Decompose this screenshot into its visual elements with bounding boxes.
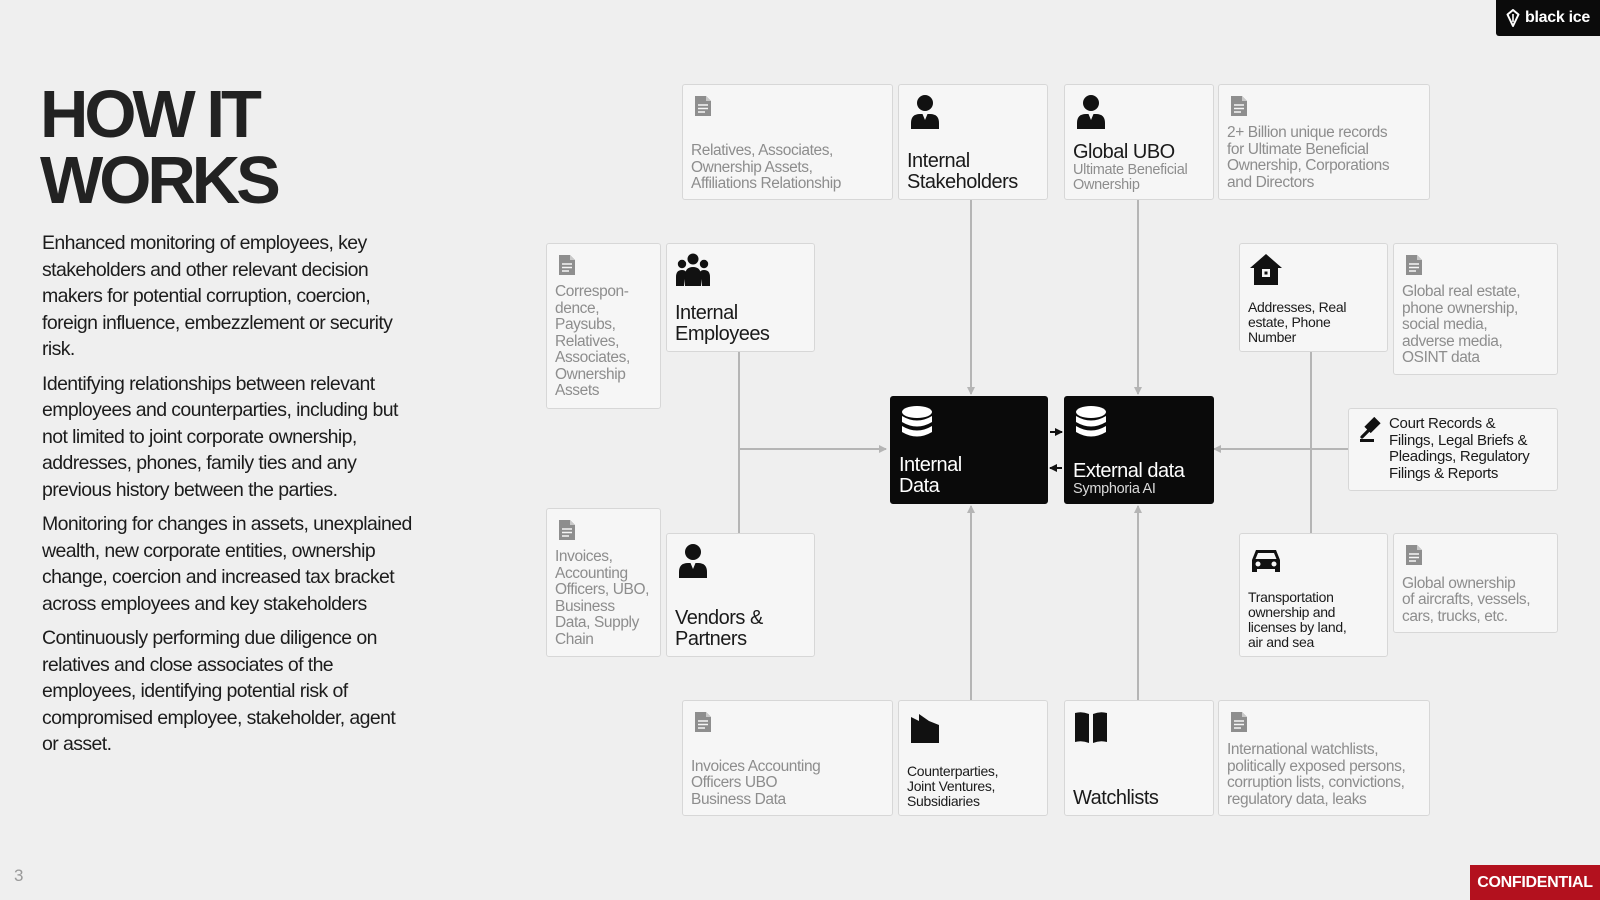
label-line: estate, Phone <box>1248 314 1331 330</box>
paragraph: Continuously performing due diligence on relatives and close associates of the employees, identifying potential risk of compromised employee, stakeholder, agent or asset. <box>42 627 396 755</box>
label-line: Joint Ventures, <box>907 778 996 794</box>
addresses-detail-text <box>1402 284 1520 367</box>
detail-line: Officers, UBO, <box>555 581 650 598</box>
internal-data-label <box>899 455 962 497</box>
external-data-hub <box>1064 396 1214 504</box>
addresses-label <box>1248 300 1346 345</box>
label-line: External data <box>1073 460 1185 482</box>
addresses-box <box>1239 243 1388 352</box>
detail-line: 2+ Billion unique records <box>1227 124 1388 141</box>
detail-line: Chain <box>555 630 594 648</box>
detail-line: politically exposed persons, <box>1227 757 1406 775</box>
detail-line: for Ultimate Beneficial <box>1227 140 1369 158</box>
person-icon <box>1073 93 1109 129</box>
global-ubo-label <box>1073 142 1187 193</box>
internal-employees-box <box>666 243 815 352</box>
detail-line: Business <box>555 597 615 615</box>
counterparties-detail-text <box>691 759 820 809</box>
internal-employees-label <box>675 303 769 345</box>
detail-line: Relatives, <box>555 332 620 350</box>
document-icon <box>1229 95 1249 117</box>
sublabel-line: Ultimate Beneficial <box>1073 162 1188 178</box>
label-line: Global UBO <box>1073 141 1175 163</box>
label-line: Internal <box>675 302 738 324</box>
sublabel-line: Ownership <box>1073 177 1140 193</box>
vendors-detail-text <box>555 549 649 648</box>
label-line: Stakeholders <box>907 171 1018 193</box>
label-line: Employees <box>675 323 770 345</box>
database-icon <box>899 405 935 441</box>
employees-detail-box <box>546 243 661 409</box>
label-line: Number <box>1248 329 1296 345</box>
ubo-detail-box <box>1218 84 1430 200</box>
label-line: Court Records & <box>1389 415 1496 432</box>
watchlists-box <box>1064 700 1214 816</box>
detail-line: Accounting <box>555 564 628 582</box>
vendors-detail-box <box>546 508 661 657</box>
detail-line: Ownership, Corporations <box>1227 157 1390 174</box>
vendors-partners-label <box>675 608 763 650</box>
label-line: Internal <box>899 454 962 476</box>
internal-stakeholders-label <box>907 151 1018 193</box>
detail-line: Global ownership <box>1402 574 1516 592</box>
label-line: Addresses, Real <box>1248 299 1347 315</box>
confidential-badge: CONFIDENTIAL <box>1470 865 1600 900</box>
detail-line: Paysubs, <box>555 316 616 333</box>
watchlists-detail-text <box>1227 742 1405 808</box>
label-line: Pleadings, Regulatory <box>1389 448 1530 465</box>
label-line: Transportation <box>1248 589 1334 605</box>
factory-icon <box>907 709 943 745</box>
detail-line: Invoices, <box>555 548 613 565</box>
vendors-partners-box <box>666 533 815 657</box>
detail-line: International watchlists, <box>1227 741 1379 758</box>
car-icon <box>1248 542 1284 578</box>
employees-detail-text <box>555 284 630 400</box>
internal-data-hub <box>890 396 1048 504</box>
person-icon <box>675 542 711 578</box>
detail-line: Officers UBO <box>691 774 778 791</box>
transportation-box <box>1239 533 1388 657</box>
person-icon <box>907 93 943 129</box>
label-line: licenses by land, <box>1248 619 1347 635</box>
stakeholders-detail-box <box>682 84 893 200</box>
detail-line: Invoices Accounting <box>691 757 821 775</box>
detail-line: and Directors <box>1227 173 1314 191</box>
detail-line: of aircrafts, vessels, <box>1402 591 1531 608</box>
detail-line: Assets <box>555 382 600 399</box>
label-line: Filings & Reports <box>1389 464 1499 482</box>
document-icon <box>1229 711 1249 733</box>
document-icon <box>693 711 713 733</box>
label-line: air and sea <box>1248 634 1314 650</box>
transportation-detail-text <box>1402 576 1530 626</box>
detail-line: Global real estate, <box>1402 283 1521 300</box>
page-number: 3 <box>14 866 24 885</box>
stakeholders-detail-text <box>691 143 841 193</box>
ubo-detail-text <box>1227 125 1389 191</box>
detail-line: Data, Supply <box>555 614 639 631</box>
gavel-icon <box>1359 417 1385 443</box>
brand-name: black ice <box>1525 9 1590 26</box>
paragraph: Enhanced monitoring of employees, key stakeholders and other relevant decision makers for potential corruption, coercion, foreign influence, embezzlement or security risk. <box>42 232 393 360</box>
internal-stakeholders-box <box>898 84 1048 200</box>
transportation-detail-box <box>1393 533 1558 633</box>
counterparties-label <box>907 764 998 809</box>
detail-line: social media, <box>1402 316 1488 333</box>
detail-line: Business Data <box>691 790 786 808</box>
label-line: Partners <box>675 628 747 650</box>
detail-line: regulatory data, leaks <box>1227 790 1367 808</box>
detail-line: Correspon- <box>555 283 629 300</box>
document-icon <box>557 519 577 541</box>
label-line: Internal <box>907 150 970 172</box>
detail-line: corruption lists, convictions, <box>1227 774 1405 791</box>
label-line: Filings, Legal Briefs & <box>1389 431 1528 449</box>
detail-line: OSINT data <box>1402 349 1480 366</box>
title-line-1: HOW IT <box>40 77 258 152</box>
detail-line: Affiliations Relationship <box>691 175 841 192</box>
court-records-label <box>1389 416 1529 482</box>
detail-line: Ownership <box>555 365 626 383</box>
global-ubo-box <box>1064 84 1214 200</box>
detail-line: dence, <box>555 299 600 317</box>
counterparties-detail-box <box>682 700 893 816</box>
watchlists-detail-box <box>1218 700 1430 816</box>
external-data-label <box>1073 461 1184 497</box>
detail-line: adverse media, <box>1402 332 1503 350</box>
label-line: Data <box>899 475 940 497</box>
paragraph: Identifying relationships between relevant employees and counterparties, including but not limited to joint corporate ownership, addresses, phones, family ties and any previous history between the parties. <box>42 372 398 501</box>
document-icon <box>1404 254 1424 276</box>
watchlists-label: Watchlists <box>1073 787 1159 809</box>
document-icon <box>1404 544 1424 566</box>
label-line: Subsidiaries <box>907 793 980 809</box>
detail-line: Relatives, Associates, <box>691 142 833 159</box>
label-line: Vendors & <box>675 607 763 629</box>
court-records-box <box>1348 408 1558 491</box>
document-icon <box>693 95 713 117</box>
detail-line: Associates, <box>555 349 630 366</box>
group-icon <box>675 252 711 288</box>
transportation-label <box>1248 590 1346 650</box>
house-icon <box>1248 252 1284 288</box>
book-icon <box>1073 709 1109 745</box>
label-line: ownership and <box>1248 604 1336 620</box>
detail-line: phone ownership, <box>1402 299 1518 317</box>
paragraph: Monitoring for changes in assets, unexplained wealth, new corporate entities, ownership change, coercion and increased tax bracket across employees and key stakeholders <box>42 513 412 615</box>
database-icon <box>1073 405 1109 441</box>
detail-line: Ownership Assets, <box>691 158 813 176</box>
counterparties-box <box>898 700 1048 816</box>
detail-line: cars, trucks, etc. <box>1402 607 1508 625</box>
addresses-detail-box <box>1393 243 1558 375</box>
sublabel-line: Symphoria AI <box>1073 481 1156 497</box>
label-line: Counterparties, <box>907 763 999 779</box>
document-icon <box>557 254 577 276</box>
title-line-2: WORKS <box>40 143 277 218</box>
